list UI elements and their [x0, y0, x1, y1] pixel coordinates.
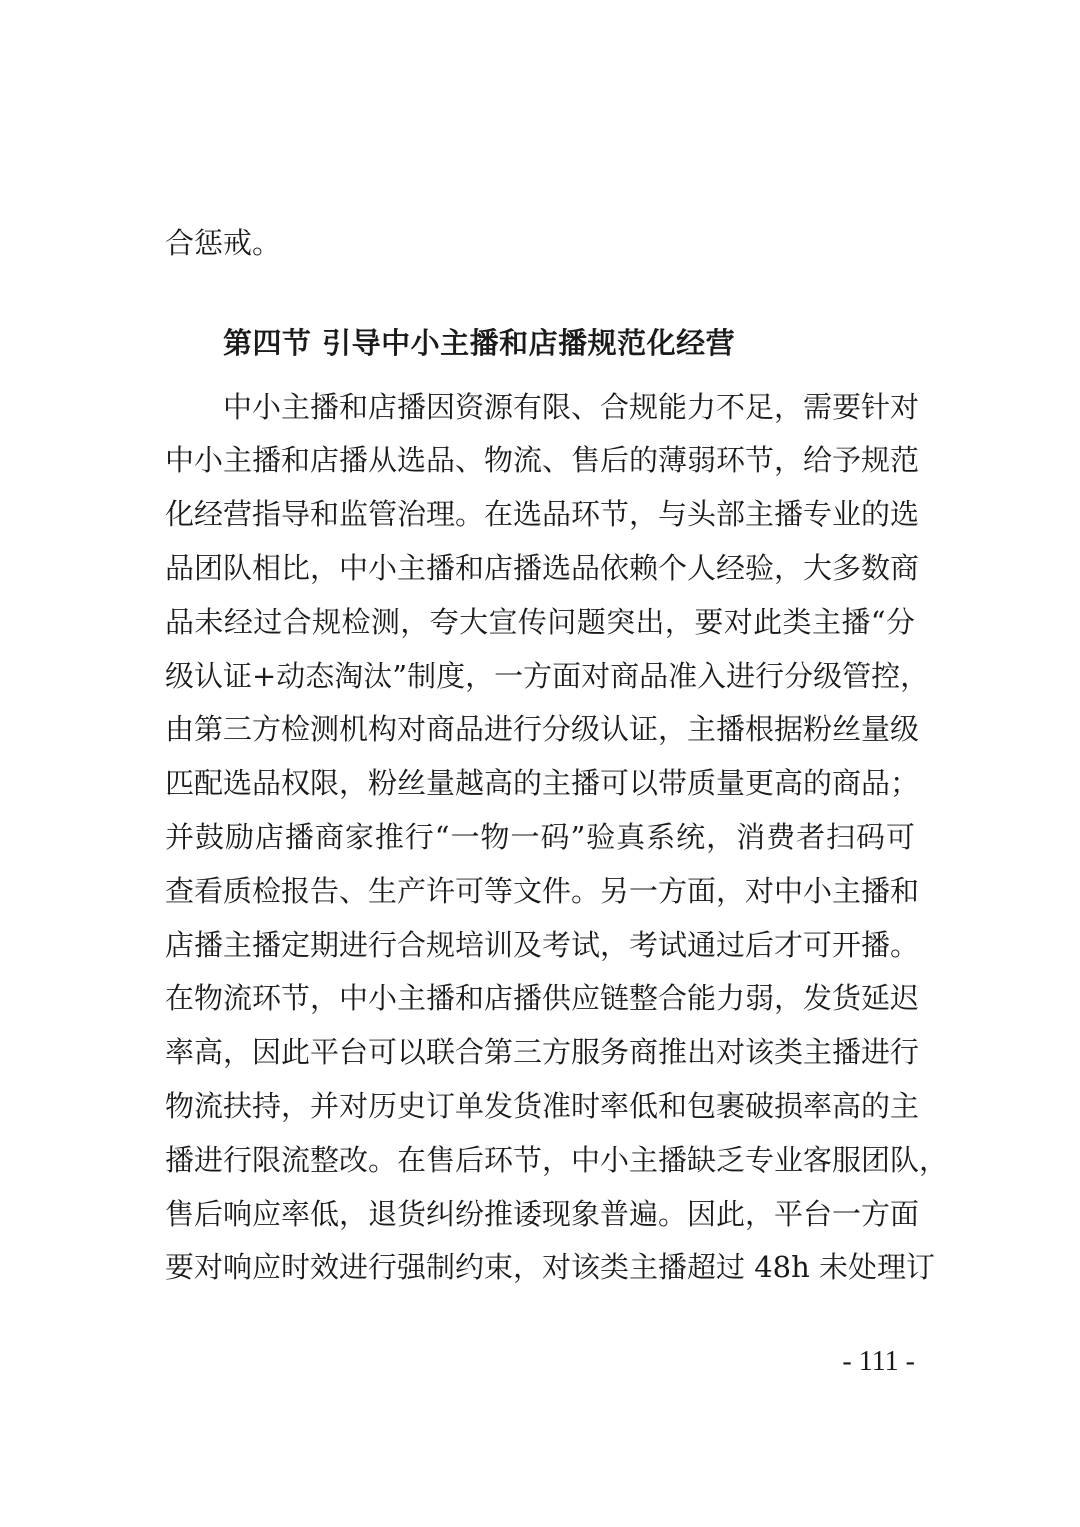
paragraph-line: 播进行限流整改。在售后环节，中小主播缺乏专业客服团队，	[165, 1143, 949, 1177]
paragraph-line: 中小主播和店播因资源有限、合规能力不足，需要针对	[223, 390, 920, 424]
paragraph-line: 级认证+动态淘汰”制度，一方面对商品准入进行分级管控，	[165, 659, 930, 693]
paragraph-line: 并鼓励店播商家推行“一物一码”验真系统，消费者扫码可	[165, 820, 915, 854]
paragraph-line: 品未经过合规检测，夸大宣传问题突出，要对此类主播“分	[165, 605, 915, 639]
paragraph-line: 在物流环节，中小主播和店播供应链整合能力弱，发货延迟	[165, 981, 920, 1015]
carryover-line: 合惩戒。	[165, 226, 282, 260]
section-heading: 第四节 引导中小主播和店播规范化经营	[223, 326, 736, 360]
paragraph-line: 化经营指导和监管治理。在选品环节，与头部主播专业的选	[165, 497, 920, 531]
paragraph-line: 中小主播和店播从选品、物流、售后的薄弱环节，给予规范	[165, 443, 920, 477]
paragraph-line: 店播主播定期进行合规培训及考试，考试通过后才可开播。	[165, 928, 920, 962]
page-number: - 111 -	[842, 1346, 915, 1377]
paragraph-line: 品团队相比，中小主播和店播选品依赖个人经验，大多数商	[165, 551, 920, 585]
paragraph-line: 售后响应率低，退货纠纷推诿现象普遍。因此，平台一方面	[165, 1197, 920, 1231]
paragraph-line: 查看质检报告、生产许可等文件。另一方面，对中小主播和	[165, 874, 920, 908]
paragraph-line: 匹配选品权限，粉丝量越高的主播可以带质量更高的商品；	[165, 766, 920, 800]
paragraph-line: 物流扶持，并对历史订单发货准时率低和包裹破损率高的主	[165, 1089, 920, 1123]
paragraph-line: 率高，因此平台可以联合第三方服务商推出对该类主播进行	[165, 1035, 920, 1069]
paragraph-line: 要对响应时效进行强制约束，对该类主播超过 48h 未处理订	[165, 1250, 936, 1284]
paragraph-line: 由第三方检测机构对商品进行分级认证，主播根据粉丝量级	[165, 712, 920, 746]
